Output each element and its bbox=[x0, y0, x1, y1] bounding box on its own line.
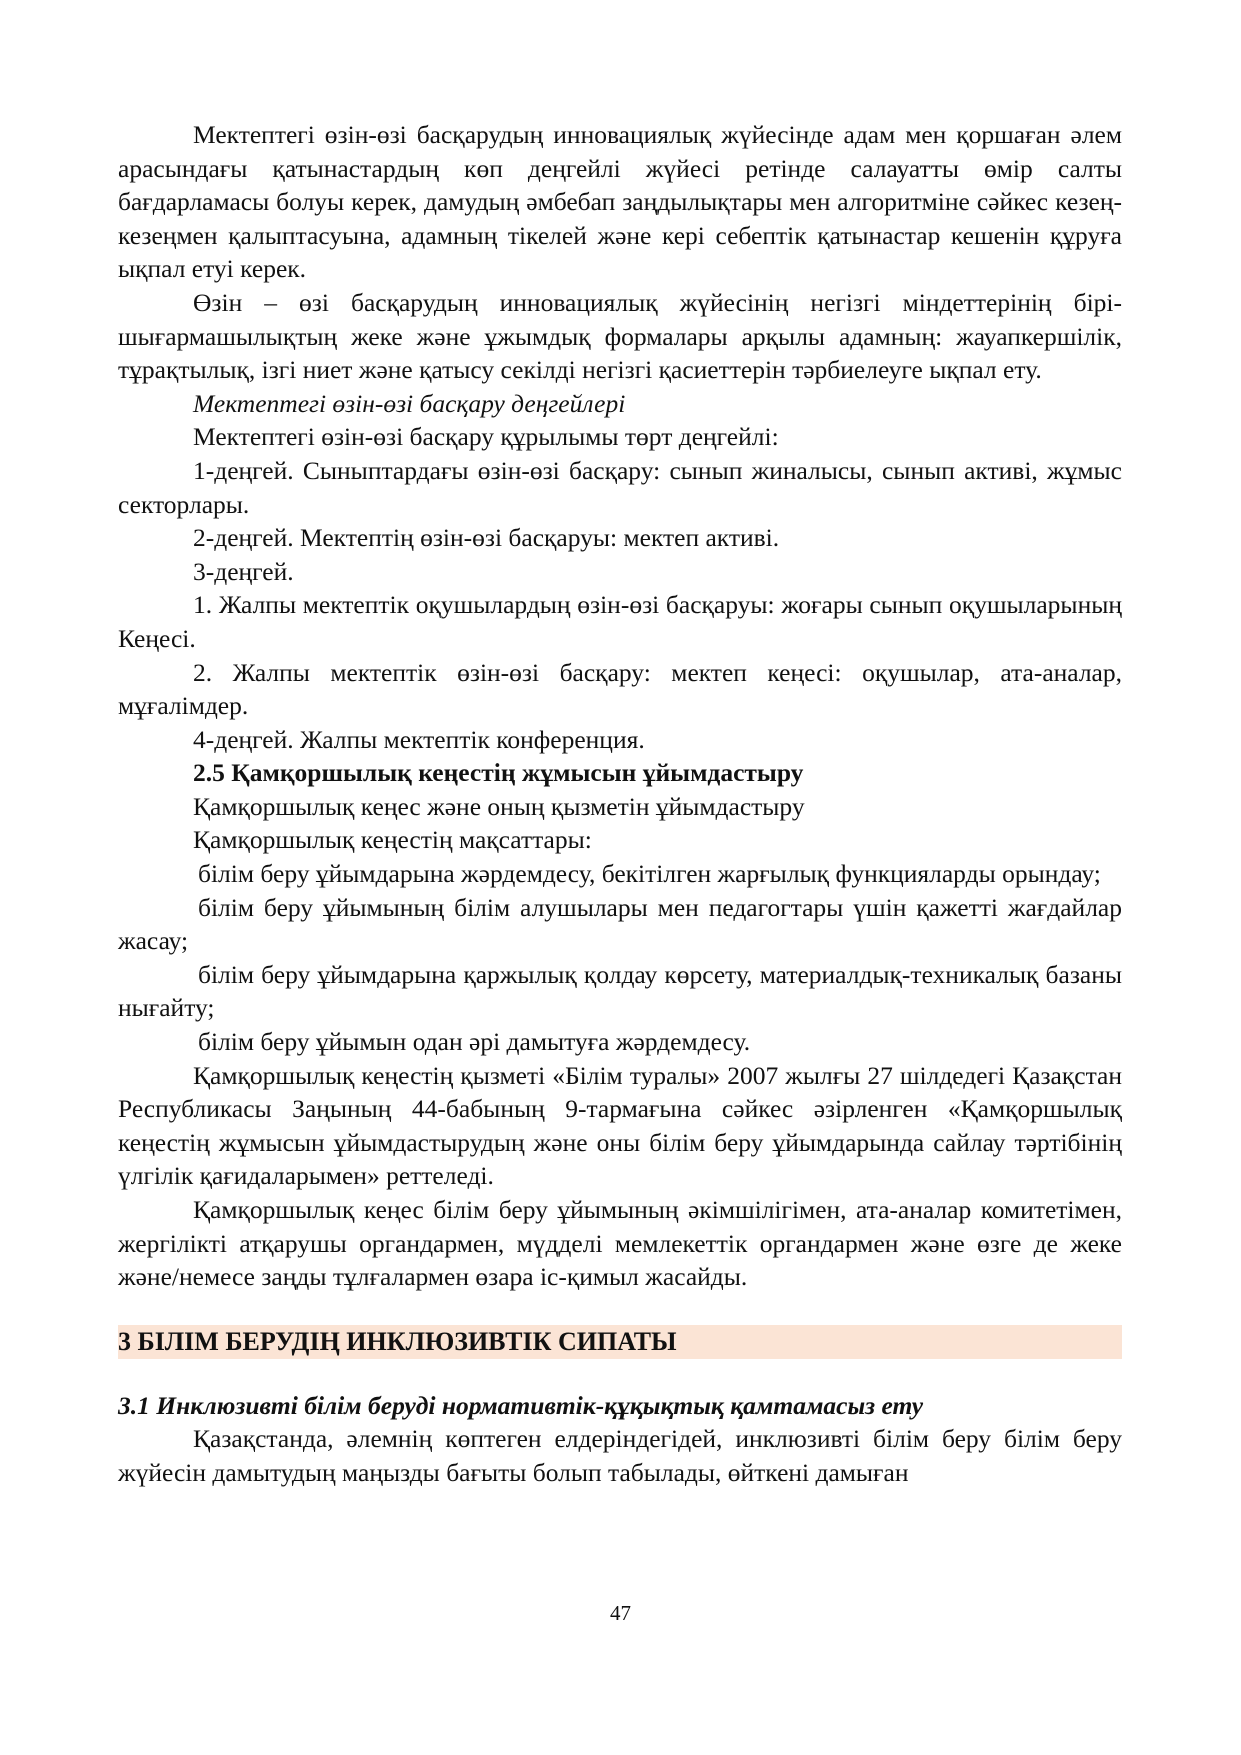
paragraph-italic-heading: Мектептегі өзін-өзі басқару деңгейлері bbox=[193, 388, 626, 418]
paragraph: Өзін – өзі басқарудың инновациялық жүйесінің негізгі міндеттерінің бірі-шығармашылықтың жеке және ұжымдық формалары арқылы адамның: жауапкершілік, тұрақтылық, ізгі ниет және қатысу секілді негізгі қасиеттерін тәрбиелеуге ықпал ету. bbox=[118, 287, 1122, 385]
level-item: 1. Жалпы мектептік оқушылардың өзін-өзі басқаруы: жоғары сынып оқушыларының Кеңесі. bbox=[118, 590, 1122, 653]
level-item: 1-деңгей. Сыныптардағы өзін-өзі басқару: сынып жиналысы, сынып активі, жұмыс секторлары. bbox=[118, 455, 1122, 519]
paragraph: Қамқоршылық кеңестің мақсаттары: bbox=[193, 825, 592, 855]
goal-item: білім беру ұйымдарына қаржылық қолдау көрсету, материалдық-техникалық базаны нығайту; bbox=[118, 959, 1122, 1023]
level-item: 3-деңгей. bbox=[193, 556, 294, 586]
goal-item: білім беру ұйымын одан әрі дамытуға жәрдемдесу. bbox=[198, 1027, 751, 1057]
paragraph: Қазақстанда, әлемнің көптеген елдеріндегідей, инклюзивті білім беру білім беру жүйесін дамытудың маңызды бағыты болып табылады, өйткені дамыған bbox=[118, 1424, 1122, 1487]
level-item: 2. Жалпы мектептік өзін-өзі басқару: мектеп кеңесі: оқушылар, ата-аналар, мұғалімдер. bbox=[118, 657, 1122, 721]
paragraph: Қамқоршылық кеңестің қызметі «Білім туралы» 2007 жылғы 27 шілдедегі Қазақстан Республикасы Заңының 44-бабының 9-тармағына сәйкес әзірленген «Қамқоршылық кеңестің жұмысын ұйымдастырудың және оны білім беру ұйымдарында сайлау тәртібінің үлгілік қағидаларымен» реттеледі. bbox=[118, 1060, 1122, 1191]
page-number: 47 bbox=[610, 1601, 631, 1625]
goal-item: білім беру ұйымдарына жәрдемдесу, бекітілген жарғылық функцияларды орындау; bbox=[198, 859, 1101, 889]
section-heading: 3 БІЛІМ БЕРУДІҢ ИНКЛЮЗИВТІК СИПАТЫ bbox=[118, 1325, 1122, 1359]
paragraph: Мектептегі өзін-өзі басқару құрылымы төрт деңгейлі: bbox=[193, 422, 779, 452]
page-body bbox=[118, 118, 1122, 1490]
goal-item: білім беру ұйымының білім алушылары мен педагогтары үшін қажетті жағдайлар жасау; bbox=[118, 892, 1122, 956]
level-item: 2-деңгей. Мектептің өзін-өзі басқаруы: мектеп активі. bbox=[193, 523, 780, 553]
level-item: 4-деңгей. Жалпы мектептік конференция. bbox=[193, 724, 645, 754]
subsection-heading: 3.1 Инклюзивті білім беруді нормативтік-құқықтық қамтамасыз ету bbox=[118, 1390, 924, 1420]
paragraph: Қамқоршылық кеңес және оның қызметін ұйымдастыру bbox=[193, 791, 805, 821]
subsection-title-2-5: 2.5 Қамқоршылық кеңестің жұмысын ұйымдастыру bbox=[193, 758, 804, 788]
paragraph: Мектептегі өзін-өзі басқарудың инновациялық жүйесінде адам мен қоршаған әлем арасындағы қатынастардың көп деңгейлі жүйесі ретінде салауатты өмір салты бағдарламасы болуы керек, дамудың әмбебап заңдылықтары мен алгоритміне сәйкес кезең-кезеңмен қалыптасуына, адамның тікелей және кері себептік қатынастар кешенін құруға ықпал етуі керек. bbox=[118, 120, 1122, 284]
paragraph: Қамқоршылық кеңес білім беру ұйымының әкімшілігімен, ата-аналар комитетімен, жергілікті атқарушы органдармен, мүдделі мемлекеттік органдармен және өзге де жеке және/немесе заңды тұлғалармен өзара іс-қимыл жасайды. bbox=[118, 1195, 1122, 1292]
